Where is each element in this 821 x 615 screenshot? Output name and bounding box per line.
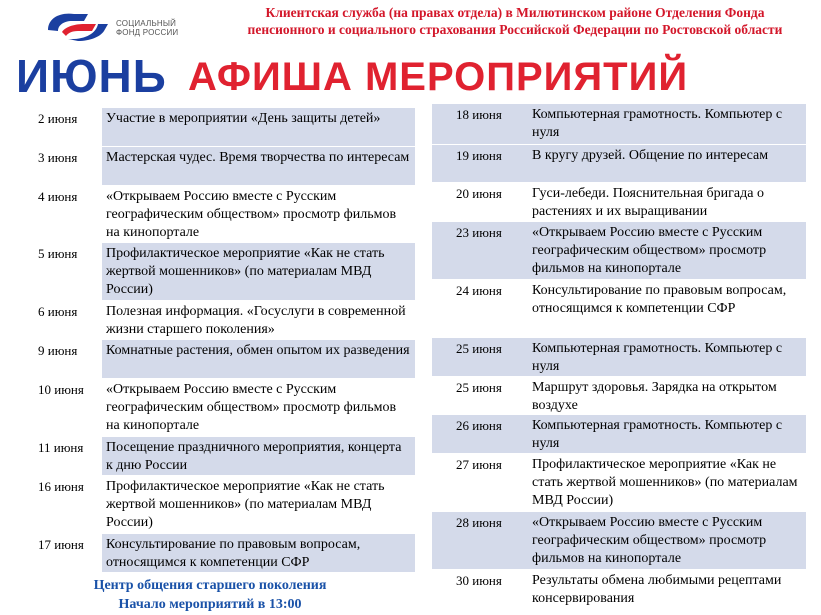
event-description: Посещение праздничного мероприятия, концерта к дню России xyxy=(102,437,415,475)
event-description: Компьютерная грамотность. Компьютер с нуля xyxy=(528,415,806,453)
schedule-row xyxy=(432,338,806,377)
schedule-row xyxy=(432,377,806,415)
schedule-row xyxy=(10,301,415,340)
event-description: «Открываем Россию вместе с Русским географическим обществом» просмотр фильмов на кинопортале xyxy=(102,186,415,242)
event-date: 3 июня xyxy=(10,147,102,185)
center-name: Центр общения старшего поколения xyxy=(93,578,327,593)
event-date: 27 июня xyxy=(432,454,528,511)
event-date: 25 июня xyxy=(432,377,528,414)
month-title: ИЮНЬ xyxy=(16,50,167,102)
event-description: Профилактическое мероприятие «Как не стать жертвой мошенников» (по материалам МВД России) xyxy=(102,243,415,300)
schedule-row xyxy=(10,534,415,573)
event-description: Компьютерная грамотность. Компьютер с нуля xyxy=(528,338,806,376)
schedule-row xyxy=(10,379,415,437)
schedule-row xyxy=(432,222,806,280)
schedule-row xyxy=(10,243,415,301)
event-date: 26 июня xyxy=(432,415,528,453)
schedule-row xyxy=(432,570,806,609)
start-time: Начало мероприятий в 13:00 xyxy=(118,597,302,612)
schedule-row xyxy=(432,512,806,570)
event-date: 20 июня xyxy=(432,183,528,221)
schedule-row xyxy=(10,340,415,379)
event-description: Консультирование по правовым вопросам, относящимся к компетенции СФР xyxy=(102,534,415,572)
event-description: Компьютерная грамотность. Компьютер с нуля xyxy=(528,104,806,144)
schedule-row xyxy=(432,415,806,454)
event-description: Гуси-лебеди. Пояснительная бригада о растениях и их выращивании xyxy=(528,183,806,221)
event-description: Консультирование по правовым вопросам, относящимся к компетенции СФР xyxy=(528,280,806,337)
event-date: 9 июня xyxy=(10,340,102,378)
org-line1: Клиентская служба (на правах отдела) в Милютинском районе Отделения Фонда xyxy=(265,5,765,20)
event-date: 24 июня xyxy=(432,280,528,337)
sfr-logo-icon xyxy=(44,6,112,42)
event-description: «Открываем Россию вместе с Русским географическим обществом» просмотр фильмов на кинопортале xyxy=(102,379,415,436)
event-description: Участие в мероприятии «День защиты детей» xyxy=(102,108,415,146)
event-date: 11 июня xyxy=(10,437,102,475)
schedule-row xyxy=(10,108,415,147)
event-date: 10 июня xyxy=(10,379,102,436)
event-date: 23 июня xyxy=(432,222,528,279)
schedule-row xyxy=(432,104,806,145)
event-description: «Открываем Россию вместе с Русским географическим обществом» просмотр фильмов на кинопортале xyxy=(528,222,806,279)
schedule-row xyxy=(10,186,415,243)
right-schedule xyxy=(432,104,806,609)
event-date: 25 июня xyxy=(432,338,528,376)
sfr-logo xyxy=(44,6,194,42)
event-date: 16 июня xyxy=(10,476,102,533)
event-date: 18 июня xyxy=(432,104,528,144)
schedule-row xyxy=(432,280,806,338)
event-date: 4 июня xyxy=(10,186,102,242)
event-description: «Открываем Россию вместе с Русским географическим обществом» просмотр фильмов на кинопортале xyxy=(528,512,806,569)
event-date: 17 июня xyxy=(10,534,102,572)
event-description: В кругу друзей. Общение по интересам xyxy=(528,145,806,182)
event-date: 19 июня xyxy=(432,145,528,182)
organization-title xyxy=(215,4,815,38)
event-description: Полезная информация. «Госуслуги в современной жизни старшего поколения» xyxy=(102,301,415,339)
schedule-row xyxy=(10,147,415,186)
event-description: Маршрут здоровья. Зарядка на открытом воздухе xyxy=(528,377,806,414)
left-schedule xyxy=(10,108,415,573)
schedule-row xyxy=(10,476,415,534)
schedule-row xyxy=(10,437,415,476)
event-description: Мастерская чудес. Время творчества по интересам xyxy=(102,147,415,185)
schedule-row xyxy=(432,183,806,222)
event-date: 30 июня xyxy=(432,570,528,608)
event-description: Профилактическое мероприятие «Как не стать жертвой мошенников» (по материалам МВД России) xyxy=(528,454,806,511)
event-date: 28 июня xyxy=(432,512,528,569)
event-date: 6 июня xyxy=(10,301,102,339)
org-line2: пенсионного и социального страхования Российской Федерации по Ростовской области xyxy=(247,22,783,37)
logo-text xyxy=(116,19,178,37)
logo-text-line2: ФОНД РОССИИ xyxy=(116,28,179,37)
logo-text-line1: СОЦИАЛЬНЫЙ xyxy=(116,19,177,28)
footer-info xyxy=(60,576,360,614)
event-date: 5 июня xyxy=(10,243,102,300)
event-description: Профилактическое мероприятие «Как не стать жертвой мошенников» (по материалам МВД России) xyxy=(102,476,415,533)
event-date: 2 июня xyxy=(10,108,102,146)
schedule-row xyxy=(432,145,806,183)
event-description: Комнатные растения, обмен опытом их разведения xyxy=(102,340,415,378)
afisha-title: АФИША МЕРОПРИЯТИЙ xyxy=(188,55,689,99)
schedule-row xyxy=(432,454,806,512)
header xyxy=(0,0,821,56)
event-description: Результаты обмена любимыми рецептами консервирования xyxy=(528,570,806,608)
